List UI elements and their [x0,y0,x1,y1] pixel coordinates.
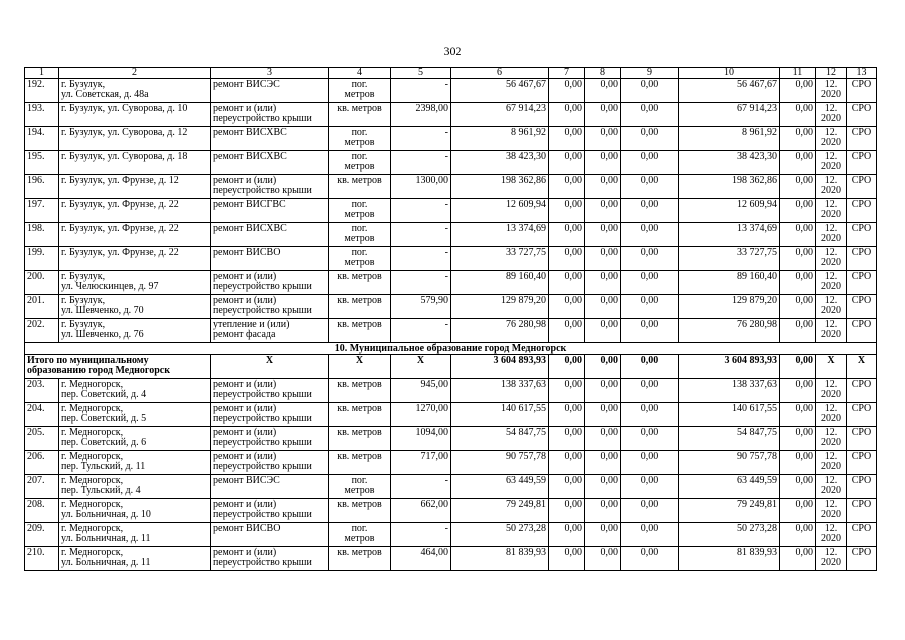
cost-total-cell: 198 362,86 [451,175,549,199]
work-type-cell: ремонт и (или) переустройство крыши [211,451,329,475]
unit-cell: пог. метров [329,247,391,271]
unit-cell: кв. метров [329,451,391,475]
table-row [25,403,877,427]
address-cell: г. Медногорск, ул. Больничная, д. 11 [59,547,211,571]
row-number: 199. [25,247,59,271]
cost-cell: 0,00 [621,451,679,475]
regional-fund-cell: 50 273,28 [679,523,780,547]
cost-cell: 0,00 [780,499,816,523]
table-row [25,319,877,343]
method-cell: СРО [847,475,877,499]
cost-cell: 0,00 [621,379,679,403]
regional-fund-cell: 138 337,63 [679,379,780,403]
unit-cell: пог. метров [329,223,391,247]
row-number: 203. [25,379,59,403]
cost-total-cell: 140 617,55 [451,403,549,427]
row-number: 198. [25,223,59,247]
column-number: 4 [329,68,391,79]
cost-cell: 0,00 [549,499,585,523]
row-number: 196. [25,175,59,199]
work-type-cell: ремонт и (или) переустройство крыши [211,427,329,451]
column-number: 7 [549,68,585,79]
cost-cell: 0,00 [549,523,585,547]
cost-cell: 0,00 [585,247,621,271]
completion-date-cell: 12. 2020 [816,247,847,271]
unit-cell: пог. метров [329,127,391,151]
method-cell: СРО [847,379,877,403]
address-cell: г. Бузулук, ул. Фрунзе, д. 22 [59,199,211,223]
quantity-cell: 464,00 [391,547,451,571]
cost-cell: 0,00 [549,403,585,427]
row-number: 192. [25,79,59,103]
cost-cell: 0,00 [780,427,816,451]
quantity-cell: - [391,223,451,247]
column-number: 12 [816,68,847,79]
completion-date-cell: 12. 2020 [816,271,847,295]
completion-date-cell: 12. 2020 [816,199,847,223]
unit-cell: кв. метров [329,103,391,127]
regional-fund-cell: 76 280,98 [679,319,780,343]
cost-total-cell: 129 879,20 [451,295,549,319]
cost-total-cell: 33 727,75 [451,247,549,271]
cost-cell: 0,00 [621,151,679,175]
address-cell: г. Медногорск, ул. Больничная, д. 10 [59,499,211,523]
quantity-cell: - [391,319,451,343]
total-cell: Х [329,355,391,379]
cost-cell: 0,00 [549,175,585,199]
cost-cell: 0,00 [585,103,621,127]
method-cell: СРО [847,223,877,247]
table-body [25,68,877,571]
cost-cell: 0,00 [621,403,679,427]
cost-cell: 0,00 [549,427,585,451]
method-cell: СРО [847,271,877,295]
cost-cell: 0,00 [780,103,816,127]
row-number: 210. [25,547,59,571]
quantity-cell: 662,00 [391,499,451,523]
column-number: 10 [679,68,780,79]
regional-fund-cell: 54 847,75 [679,427,780,451]
cost-cell: 0,00 [621,175,679,199]
cost-cell: 0,00 [621,79,679,103]
row-number: 208. [25,499,59,523]
cost-cell: 0,00 [621,127,679,151]
address-cell: г. Бузулук, ул. Фрунзе, д. 12 [59,175,211,199]
section-header-row [25,343,877,355]
total-regional-cell: 3 604 893,93 [679,355,780,379]
unit-cell: пог. метров [329,79,391,103]
capital-repair-table [24,67,877,571]
cost-cell: 0,00 [549,319,585,343]
work-type-cell: ремонт ВИСЭС [211,79,329,103]
regional-fund-cell: 8 961,92 [679,127,780,151]
method-cell: СРО [847,295,877,319]
quantity-cell: 1300,00 [391,175,451,199]
cost-cell: 0,00 [549,379,585,403]
regional-fund-cell: 81 839,93 [679,547,780,571]
cost-cell: 0,00 [585,523,621,547]
cost-total-cell: 8 961,92 [451,127,549,151]
completion-date-cell: 12. 2020 [816,379,847,403]
cost-cell: 0,00 [549,103,585,127]
cost-cell: 0,00 [585,451,621,475]
work-type-cell: ремонт ВИСХВС [211,151,329,175]
row-number: 205. [25,427,59,451]
completion-date-cell: 12. 2020 [816,223,847,247]
total-cell: Х [847,355,877,379]
quantity-cell: - [391,127,451,151]
work-type-cell: ремонт и (или) переустройство крыши [211,403,329,427]
cost-cell: 0,00 [549,271,585,295]
table-row [25,103,877,127]
unit-cell: кв. метров [329,403,391,427]
completion-date-cell: 12. 2020 [816,523,847,547]
unit-cell: кв. метров [329,379,391,403]
table-row [25,175,877,199]
method-cell: СРО [847,127,877,151]
completion-date-cell: 12. 2020 [816,151,847,175]
cost-cell: 0,00 [621,271,679,295]
quantity-cell: 579,90 [391,295,451,319]
address-cell: г. Медногорск, пер. Тульский, д. 4 [59,475,211,499]
cost-cell: 0,00 [780,79,816,103]
table-row [25,151,877,175]
table-row [25,475,877,499]
work-type-cell: ремонт ВИСГВС [211,199,329,223]
method-cell: СРО [847,79,877,103]
cost-cell: 0,00 [780,271,816,295]
row-number: 193. [25,103,59,127]
total-cell: Х [391,355,451,379]
cost-cell: 0,00 [585,403,621,427]
work-type-cell: ремонт ВИСХВС [211,127,329,151]
table-row [25,523,877,547]
cost-cell: 0,00 [549,451,585,475]
work-type-cell: ремонт ВИСВО [211,523,329,547]
method-cell: СРО [847,403,877,427]
row-number: 194. [25,127,59,151]
table-row [25,247,877,271]
regional-fund-cell: 90 757,78 [679,451,780,475]
work-type-cell: ремонт ВИСВО [211,247,329,271]
table-row [25,127,877,151]
cost-cell: 0,00 [585,175,621,199]
cost-total-cell: 67 914,23 [451,103,549,127]
unit-cell: кв. метров [329,319,391,343]
cost-cell: 0,00 [549,223,585,247]
completion-date-cell: 12. 2020 [816,319,847,343]
quantity-cell: - [391,475,451,499]
cost-cell: 0,00 [780,199,816,223]
cost-cell: 0,00 [780,451,816,475]
quantity-cell: - [391,151,451,175]
column-number: 2 [59,68,211,79]
row-number: 200. [25,271,59,295]
cost-cell: 0,00 [585,379,621,403]
cost-cell: 0,00 [549,295,585,319]
total-cell: Х [816,355,847,379]
cost-cell: 0,00 [780,475,816,499]
cost-cell: 0,00 [621,295,679,319]
completion-date-cell: 12. 2020 [816,79,847,103]
cost-total-cell: 138 337,63 [451,379,549,403]
table-row [25,427,877,451]
cost-cell: 0,00 [585,199,621,223]
method-cell: СРО [847,175,877,199]
unit-cell: кв. метров [329,499,391,523]
total-cell: 0,00 [549,355,585,379]
address-cell: г. Бузулук, ул. Фрунзе, д. 22 [59,247,211,271]
table-row [25,295,877,319]
work-type-cell: ремонт ВИСЭС [211,475,329,499]
cost-total-cell: 90 757,78 [451,451,549,475]
cost-cell: 0,00 [780,247,816,271]
cost-total-cell: 54 847,75 [451,427,549,451]
cost-total-cell: 50 273,28 [451,523,549,547]
cost-cell: 0,00 [585,127,621,151]
column-number: 13 [847,68,877,79]
address-cell: г. Бузулук, ул. Суворова, д. 12 [59,127,211,151]
quantity-cell: - [391,271,451,295]
quantity-cell: - [391,79,451,103]
cost-cell: 0,00 [549,151,585,175]
cost-cell: 0,00 [585,151,621,175]
total-cell: 0,00 [780,355,816,379]
total-cell: Х [211,355,329,379]
regional-fund-cell: 33 727,75 [679,247,780,271]
completion-date-cell: 12. 2020 [816,451,847,475]
address-cell: г. Бузулук, ул. Шевченко, д. 70 [59,295,211,319]
completion-date-cell: 12. 2020 [816,499,847,523]
row-number: 209. [25,523,59,547]
unit-cell: пог. метров [329,199,391,223]
regional-fund-cell: 63 449,59 [679,475,780,499]
work-type-cell: ремонт и (или) переустройство крыши [211,271,329,295]
cost-cell: 0,00 [780,523,816,547]
cost-total-cell: 89 160,40 [451,271,549,295]
cost-cell: 0,00 [621,499,679,523]
method-cell: СРО [847,427,877,451]
quantity-cell: 2398,00 [391,103,451,127]
row-number: 204. [25,403,59,427]
cost-total-cell: 81 839,93 [451,547,549,571]
cost-cell: 0,00 [585,271,621,295]
cost-cell: 0,00 [621,523,679,547]
method-cell: СРО [847,547,877,571]
address-cell: г. Бузулук, ул. Челюскинцев, д. 97 [59,271,211,295]
regional-fund-cell: 56 467,67 [679,79,780,103]
cost-cell: 0,00 [549,127,585,151]
work-type-cell: ремонт и (или) переустройство крыши [211,499,329,523]
quantity-cell: 1270,00 [391,403,451,427]
cost-cell: 0,00 [549,547,585,571]
column-number: 9 [621,68,679,79]
completion-date-cell: 12. 2020 [816,295,847,319]
cost-cell: 0,00 [621,319,679,343]
cost-cell: 0,00 [780,403,816,427]
unit-cell: кв. метров [329,295,391,319]
work-type-cell: ремонт и (или) переустройство крыши [211,295,329,319]
regional-fund-cell: 129 879,20 [679,295,780,319]
cost-cell: 0,00 [585,295,621,319]
total-cost-cell: 3 604 893,93 [451,355,549,379]
cost-cell: 0,00 [780,379,816,403]
completion-date-cell: 12. 2020 [816,175,847,199]
cost-cell: 0,00 [621,199,679,223]
cost-total-cell: 76 280,98 [451,319,549,343]
cost-cell: 0,00 [780,151,816,175]
unit-cell: кв. метров [329,547,391,571]
cost-total-cell: 12 609,94 [451,199,549,223]
regional-fund-cell: 67 914,23 [679,103,780,127]
method-cell: СРО [847,103,877,127]
row-number: 202. [25,319,59,343]
cost-cell: 0,00 [585,475,621,499]
page-number: 302 [443,44,462,58]
cost-cell: 0,00 [585,547,621,571]
section-title: 10. Муниципальное образование город Медногорск [25,343,877,355]
method-cell: СРО [847,151,877,175]
cost-cell: 0,00 [621,427,679,451]
cost-cell: 0,00 [780,175,816,199]
column-number-row [25,68,877,79]
address-cell: г. Бузулук, ул. Фрунзе, д. 22 [59,223,211,247]
total-cell: 0,00 [621,355,679,379]
quantity-cell: - [391,247,451,271]
unit-cell: пог. метров [329,523,391,547]
total-label: Итого по муниципальному образованию город Медногорск [25,355,211,379]
column-number: 8 [585,68,621,79]
cost-total-cell: 38 423,30 [451,151,549,175]
cost-total-cell: 63 449,59 [451,475,549,499]
unit-cell: кв. метров [329,271,391,295]
regional-fund-cell: 89 160,40 [679,271,780,295]
cost-cell: 0,00 [585,427,621,451]
row-number: 206. [25,451,59,475]
unit-cell: пог. метров [329,475,391,499]
method-cell: СРО [847,499,877,523]
work-type-cell: ремонт и (или) переустройство крыши [211,547,329,571]
quantity-cell: 945,00 [391,379,451,403]
table-row [25,199,877,223]
cost-cell: 0,00 [621,103,679,127]
cost-cell: 0,00 [780,127,816,151]
cost-cell: 0,00 [780,319,816,343]
cost-cell: 0,00 [780,547,816,571]
method-cell: СРО [847,199,877,223]
work-type-cell: ремонт и (или) переустройство крыши [211,103,329,127]
table-row [25,271,877,295]
table-row [25,451,877,475]
unit-cell: кв. метров [329,175,391,199]
cost-cell: 0,00 [780,295,816,319]
table-row [25,223,877,247]
completion-date-cell: 12. 2020 [816,547,847,571]
column-number: 11 [780,68,816,79]
cost-total-cell: 79 249,81 [451,499,549,523]
column-number: 6 [451,68,549,79]
address-cell: г. Бузулук, ул. Советская, д. 48а [59,79,211,103]
cost-cell: 0,00 [549,475,585,499]
cost-cell: 0,00 [549,247,585,271]
cost-cell: 0,00 [621,475,679,499]
quantity-cell: - [391,523,451,547]
completion-date-cell: 12. 2020 [816,475,847,499]
regional-fund-cell: 198 362,86 [679,175,780,199]
cost-cell: 0,00 [585,499,621,523]
row-number: 195. [25,151,59,175]
address-cell: г. Медногорск, пер. Советский, д. 6 [59,427,211,451]
regional-fund-cell: 79 249,81 [679,499,780,523]
method-cell: СРО [847,319,877,343]
completion-date-cell: 12. 2020 [816,403,847,427]
address-cell: г. Медногорск, пер. Советский, д. 4 [59,379,211,403]
table-row [25,379,877,403]
column-number: 1 [25,68,59,79]
method-cell: СРО [847,247,877,271]
quantity-cell: 1094,00 [391,427,451,451]
cost-cell: 0,00 [621,247,679,271]
unit-cell: пог. метров [329,151,391,175]
table-row [25,547,877,571]
cost-cell: 0,00 [549,79,585,103]
method-cell: СРО [847,523,877,547]
column-number: 5 [391,68,451,79]
table-row [25,499,877,523]
address-cell: г. Бузулук, ул. Суворова, д. 10 [59,103,211,127]
row-number: 197. [25,199,59,223]
row-number: 201. [25,295,59,319]
regional-fund-cell: 140 617,55 [679,403,780,427]
column-number: 3 [211,68,329,79]
cost-cell: 0,00 [585,223,621,247]
work-type-cell: ремонт и (или) переустройство крыши [211,379,329,403]
regional-fund-cell: 38 423,30 [679,151,780,175]
cost-total-cell: 13 374,69 [451,223,549,247]
unit-cell: кв. метров [329,427,391,451]
completion-date-cell: 12. 2020 [816,103,847,127]
completion-date-cell: 12. 2020 [816,427,847,451]
completion-date-cell: 12. 2020 [816,127,847,151]
cost-cell: 0,00 [585,79,621,103]
address-cell: г. Бузулук, ул. Шевченко, д. 76 [59,319,211,343]
total-row [25,355,877,379]
regional-fund-cell: 13 374,69 [679,223,780,247]
address-cell: г. Медногорск, пер. Тульский, д. 11 [59,451,211,475]
address-cell: г. Медногорск, пер. Советский, д. 5 [59,403,211,427]
address-cell: г. Бузулук, ул. Суворова, д. 18 [59,151,211,175]
cost-cell: 0,00 [585,319,621,343]
quantity-cell: - [391,199,451,223]
work-type-cell: утепление и (или) ремонт фасада [211,319,329,343]
cost-cell: 0,00 [621,547,679,571]
cost-cell: 0,00 [549,199,585,223]
work-type-cell: ремонт и (или) переустройство крыши [211,175,329,199]
row-number: 207. [25,475,59,499]
cost-cell: 0,00 [621,223,679,247]
method-cell: СРО [847,451,877,475]
address-cell: г. Медногорск, ул. Больничная, д. 11 [59,523,211,547]
quantity-cell: 717,00 [391,451,451,475]
cost-cell: 0,00 [780,223,816,247]
total-cell: 0,00 [585,355,621,379]
cost-total-cell: 56 467,67 [451,79,549,103]
work-type-cell: ремонт ВИСХВС [211,223,329,247]
regional-fund-cell: 12 609,94 [679,199,780,223]
table-row [25,79,877,103]
